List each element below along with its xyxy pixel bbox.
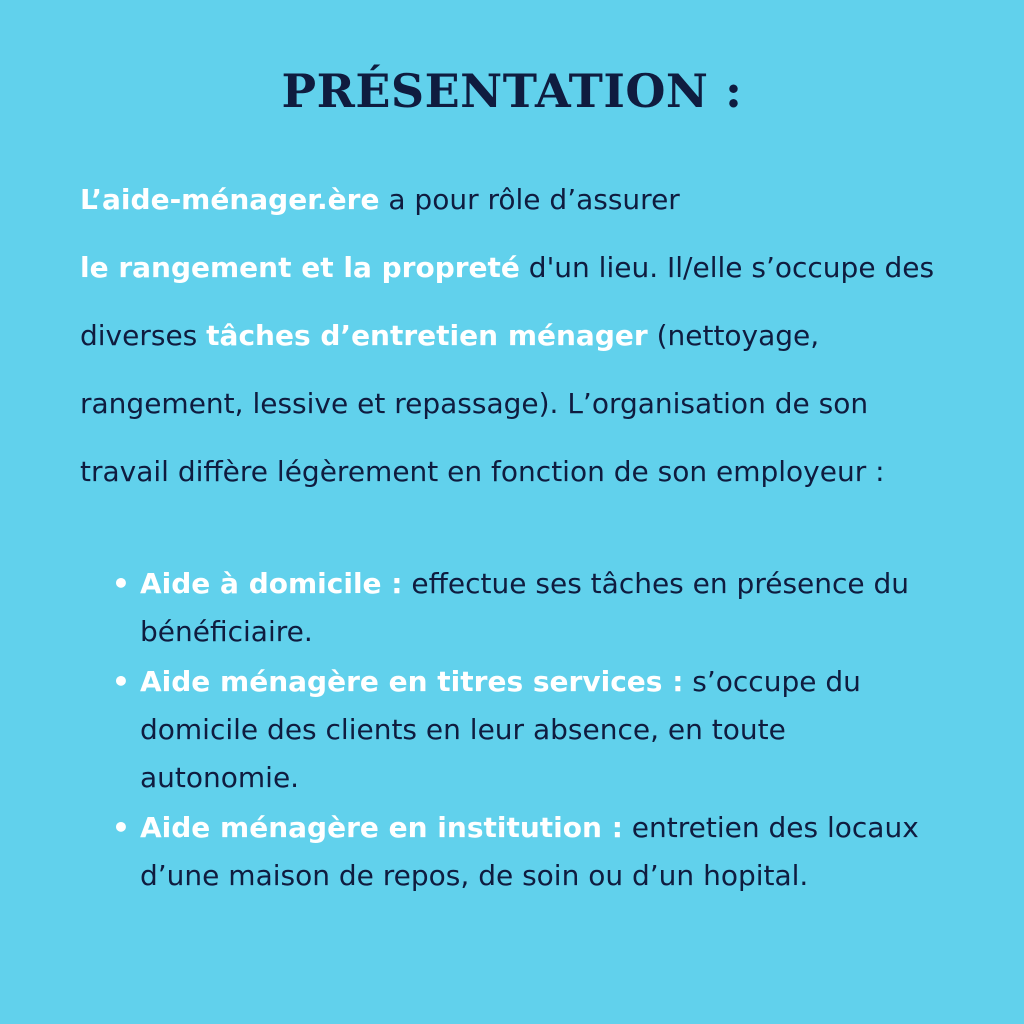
intro-text-1: a pour rôle d’assurer <box>379 183 680 216</box>
intro-highlight-tasks: tâches d’entretien ménager <box>206 319 648 352</box>
page-title: PRÉSENTATION : <box>281 64 743 118</box>
bullet-icon: • <box>112 665 130 698</box>
list-item-text: effectue ses tâches en présence du bénéficiaire. <box>140 567 910 648</box>
employer-list <box>110 560 940 902</box>
list-item-text: s’occupe du domicile des clients en leur absence, en toute autonomie. <box>140 665 861 794</box>
list-item <box>110 560 940 656</box>
list-item-label: Aide à domicile : <box>140 567 403 600</box>
intro-highlight-role: L’aide-ménager.ère <box>80 183 380 216</box>
intro-paragraph <box>80 166 960 506</box>
bullet-icon: • <box>112 567 130 600</box>
bullet-icon: • <box>112 811 130 844</box>
intro-text-2: d'un lieu. Il/elle s’occupe des diverses <box>80 251 935 352</box>
intro-highlight-tidy: le rangement et la propreté <box>80 251 520 284</box>
list-item <box>110 804 940 900</box>
intro-text-3: (nettoyage, rangement, lessive et repassage). L’organisation de son travail diffère légèrement en fonction de son employeur : <box>80 319 885 488</box>
list-item-label: Aide ménagère en institution : <box>140 811 623 844</box>
list-item-text: entretien des locaux d’une maison de repos, de soin ou d’un hopital. <box>140 811 919 892</box>
list-item-label: Aide ménagère en titres services : <box>140 665 684 698</box>
list-item <box>110 658 940 802</box>
